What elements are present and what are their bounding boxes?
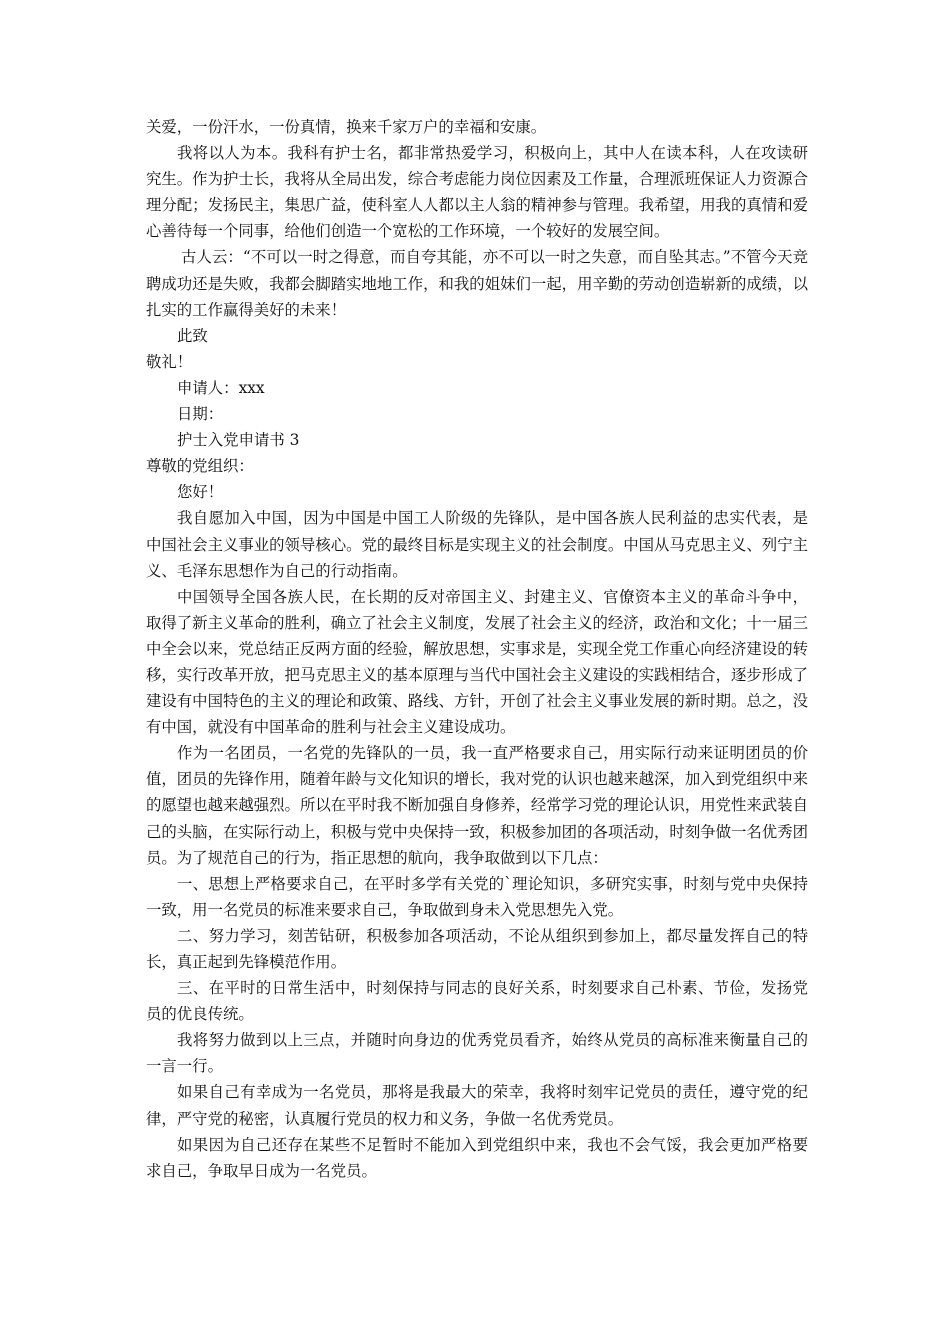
salutation-cizhi: 此致: [177, 326, 208, 345]
greeting-addressee: 尊敬的党组织：: [146, 457, 254, 476]
paragraph-effort: 我将努力做到以上三点，并随时向身边的优秀党员看齐，始终从党员的高标准来衡量自己的一言一行。: [146, 1031, 808, 1076]
paragraph-join-reason: 我自愿加入中国，因为中国是中国工人阶级的先锋队，是中国各族人民利益的忠实代表，是中国社会主义事业的领导核心。党的最终目标是实现主义的社会制度。中国从马克思主义、列宁主义、毛泽东思想作为自己的行动指南。: [146, 509, 808, 580]
paragraph-if-member: 如果自己有幸成为一名党员，那将是我最大的荣幸，我将时刻牢记党员的责任，遵守党的纪律，严守党的秘密，认真履行党员的权力和义务，争做一名优秀党员。: [146, 1083, 808, 1128]
paragraph-history: 中国领导全国各族人民，在长期的反对帝国主义、封建主义、官僚资本主义的革命斗争中，取得了新主义革命的胜利，确立了社会主义制度，发展了社会主义的经济，政治和文化；十一届三中全会以来，党总结正反两方面的经验，解放思想，实事求是，实现全党工作重心向经济建设的转移，实行改革开放，把马克思主义的基本原理与当代中国社会主义建设的实践相结合，逐步形成了建设有中国特色的主义的理论和政策、路线、方针，开创了社会主义事业发展的新时期。总之，没有中国，就没有中国革命的胜利与社会主义建设成功。: [146, 587, 808, 737]
point-one: 一、思想上严格要求自己，在平时多学有关党的`理论知识，多研究实事，时刻与党中央保持一致，用一名党员的标准来要求自己，争取做到身未入党思想先入党。: [146, 874, 808, 919]
paragraph-people-oriented: 我将以人为本。我科有护士名，都非常热爱学习，积极向上，其中人在读本科，人在攻读研究生。作为护士长，我将从全局出发，综合考虑能力岗位因素及工作量，合理派班保证人力资源合理分配；发扬民主，集思广益，使科室人人都以主人翁的精神参与管理。我希望，用我的真情和爱心善待每一个同事，给他们创造一个宽松的工作环境，一个较好的发展空间。: [146, 144, 808, 241]
greeting-hello: 您好！: [177, 483, 224, 502]
section-title: 护士入党申请书 3: [177, 431, 300, 450]
applicant-line: 申请人：xxx: [177, 378, 265, 397]
paragraph-if-not: 如果因为自己还存在某些不足暂时不能加入到党组织中来，我也不会气馁，我会更加严格要求自己，争取早日成为一名党员。: [146, 1135, 808, 1180]
document-page: [146, 114, 808, 1184]
paragraph-league-member: 作为一名团员，一名党的先锋队的一员，我一直严格要求自己，用实际行动来证明团员的价值，团员的先锋作用，随着年龄与文化知识的增长，我对党的认识也越来越深，加入到党组织中来的愿望也越来越强烈。所以在平时我不断加强自身修养，经常学习党的理论认识，用党性来武装自己的头脑，在实际行动上，积极与党中央保持一致，积极参加团的各项活动，时刻争做一名优秀团员。为了规范自己的行为，指正思想的航向，我争取做到以下几点：: [146, 744, 808, 867]
salutation-jingli: 敬礼！: [146, 352, 193, 371]
point-three: 三、在平时的日常生活中，时刻保持与同志的良好关系，时刻要求自己朴素、节俭，发扬党员的优良传统。: [146, 979, 808, 1024]
paragraph-ancient-quote: 古人云：“不可以一时之得意，而自夸其能，亦不可以一时之失意，而自坠其志。”不管今天竞聘成功还是失败，我都会脚踏实地地工作，和我的姐妹们一起，用辛勤的劳动创造崭新的成绩，以扎实的工作赢得美好的未来！: [146, 248, 808, 319]
date-line: 日期：: [177, 405, 224, 424]
point-two: 二、努力学习，刻苦钻研，积极参加各项活动，不论从组织到参加上，都尽量发挥自己的特长，真正起到先锋模范作用。: [146, 926, 808, 971]
paragraph-intro-closing: 关爱，一份汗水，一份真情，换来千家万户的幸福和安康。: [146, 118, 547, 136]
